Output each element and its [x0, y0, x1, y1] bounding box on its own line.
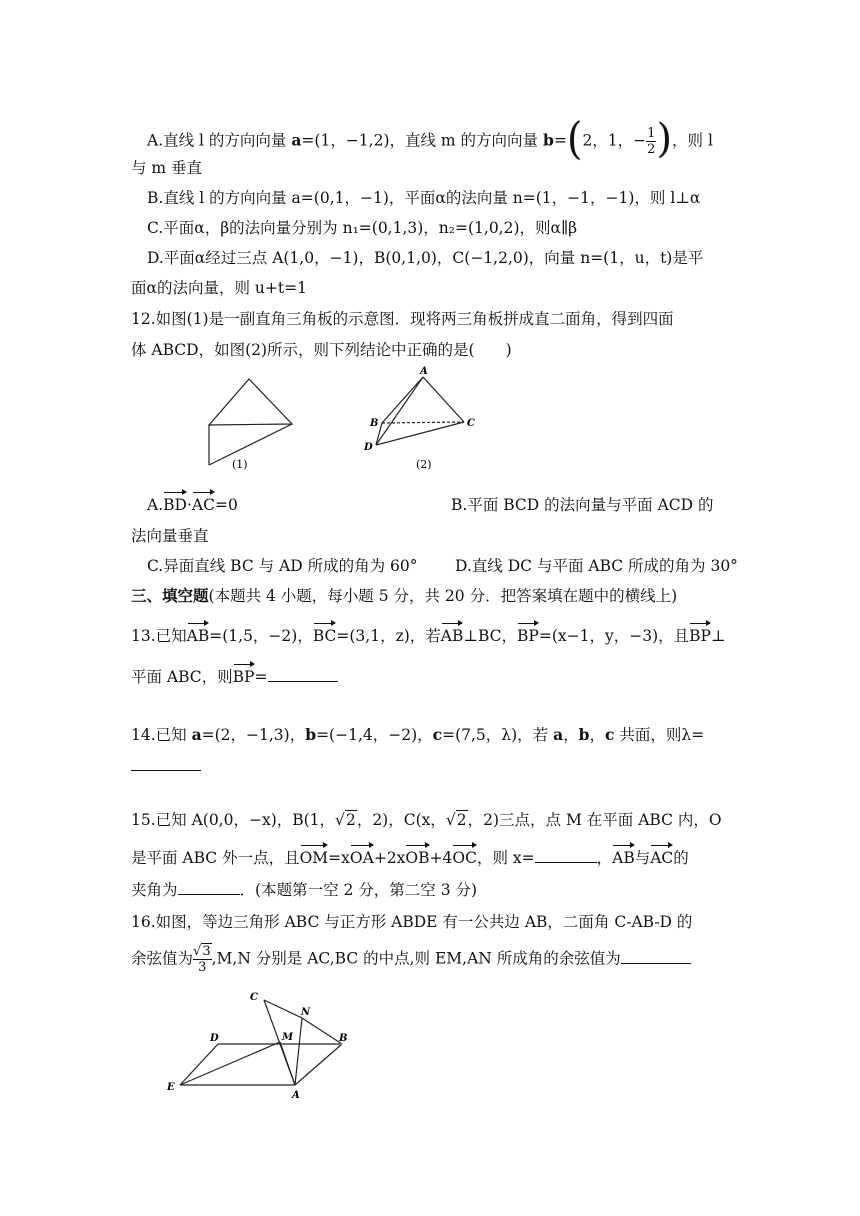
q12-option-d: D.直线 DC 与平面 ABC 所成的角为 30°	[455, 557, 738, 575]
q11-option-d: D.平面α经过三点 A(1,0，−1)，B(0,1,0)，C(−1,2,0)，向量 n=(1，u，t)是平	[147, 249, 704, 267]
label-c: C	[250, 992, 258, 1003]
q16-answer-blank[interactable]	[621, 949, 691, 964]
figure-q16-dihedral	[160, 988, 360, 1103]
q14-answer-blank[interactable]	[131, 756, 201, 771]
figure-1-caption: (1)	[232, 458, 248, 471]
q13-line1: 13.已知AB=(1,5，−2)，BC=(3,1，z)，若AB⊥BC，BP=(x−1，y，−3)，且BP⊥	[131, 627, 726, 645]
q12-option-b: B.平面 BCD 的法向量与平面 ACD 的	[451, 496, 714, 514]
q15-line3: 夹角为 ．(本题第一空 2 分，第二空 3 分)	[131, 881, 478, 899]
q15-answer-blank-2[interactable]	[178, 880, 240, 895]
q15-line1: 15.已知 A(0,0，−x)，B(1，√2，2)，C(x，√2，2)三点，点 M 在平面 ABC 内，O	[131, 811, 722, 829]
q11-option-a-cont: 与 m 垂直	[131, 159, 203, 177]
figure-2-tetrahedron	[360, 360, 490, 470]
q14-line1: 14.已知 a=(2，−1,3)，b=(−1,4，−2)，c=(7,5，λ)，若 a，b，c 共面，则λ=	[131, 725, 705, 744]
figure-2-caption: (2)	[416, 458, 432, 470]
label-m: M	[282, 1032, 294, 1043]
q12-option-b-cont: 法向量垂直	[131, 527, 209, 545]
label-n: N	[301, 1007, 311, 1018]
label-a: A	[420, 366, 428, 377]
q11-option-b: B.直线 l 的方向向量 a=(0,1，−1)，平面α的法向量 n=(1，−1，−1)，则 l⊥α	[147, 189, 701, 207]
q11-option-a: A.直线 l 的方向向量 a=(1，−1,2)，直线 m 的方向向量 b=(2，1，− $\frac{1}{2}$ )，则 l	[147, 113, 713, 164]
label-b: B	[370, 418, 379, 429]
label-b: B	[339, 1033, 348, 1044]
q14-line2	[131, 756, 201, 776]
q12-option-a: A.BD·AC=0	[147, 496, 238, 514]
q13-answer-blank[interactable]	[268, 667, 338, 682]
label-c: C	[467, 418, 475, 429]
q12-stem-line2: 体 ABCD，如图(2)所示，则下列结论中正确的是( )	[131, 341, 512, 359]
figure-1-triangles	[200, 370, 310, 475]
q12-option-c: C.异面直线 BC 与 AD 所成的角为 60°	[147, 557, 418, 575]
label-a: A	[292, 1090, 300, 1101]
vector-b-paren: (	[566, 113, 583, 164]
label-d: D	[210, 1033, 219, 1044]
q12-stem-line1: 12.如图(1)是一副直角三角板的示意图．现将两三角板拼成直二面角，得到四面	[131, 310, 674, 328]
q16-line2: 余弦值为 $\frac{√3}{3}$ ,M,N 分别是 AC,BC 的中点,则 EM,AN 所成角的余弦值为	[131, 944, 691, 975]
label-e: E	[167, 1082, 175, 1093]
label-d: D	[364, 442, 373, 453]
q15-answer-blank-1[interactable]	[535, 848, 597, 863]
q15-line2: 是平面 ABC 外一点，且OM=xOA+2xOB+4OC，则 x= ，AB与AC的	[131, 849, 689, 867]
section-3-heading: 三、填空题(本题共 4 小题，每小题 5 分，共 20 分．把答案填在题中的横线上)	[131, 586, 678, 605]
q11-option-d-cont: 面α的法向量，则 u+t=1	[131, 279, 307, 297]
q11-option-c: C.平面α，β的法向量分别为 n₁=(0,1,3)，n₂=(1,0,2)，则α∥β	[147, 219, 578, 237]
q16-line1: 16.如图，等边三角形 ABC 与正方形 ABDE 有一公共边 AB，二面角 C-AB-D 的	[131, 913, 693, 931]
q13-line2: 平面 ABC，则BP=	[131, 667, 338, 687]
